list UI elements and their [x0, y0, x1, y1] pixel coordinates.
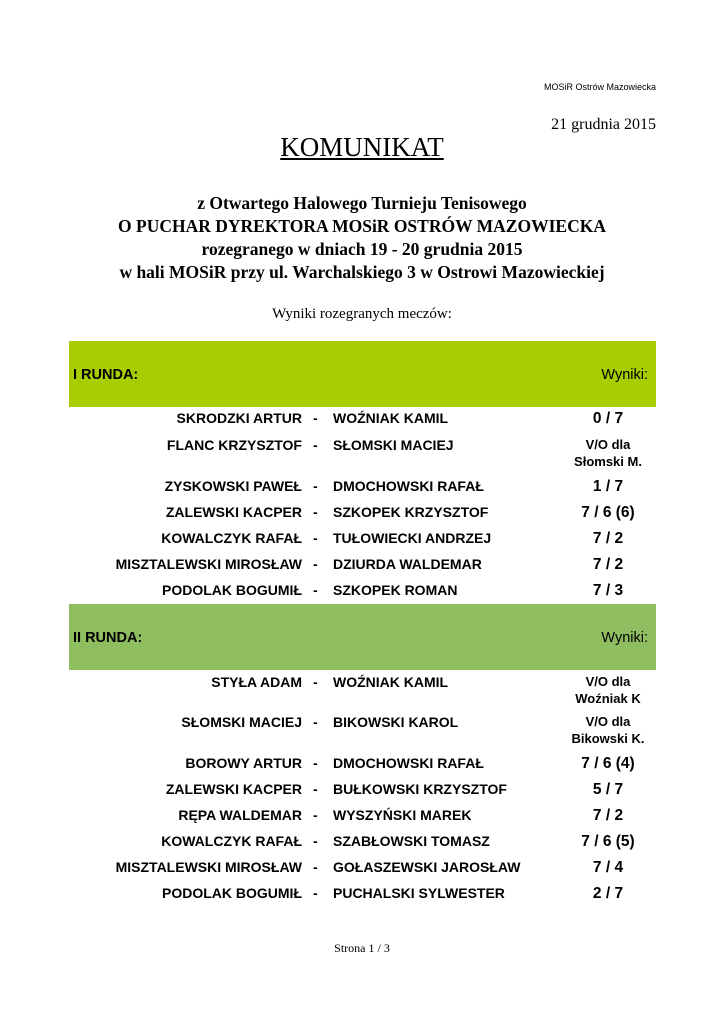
player-2: PUCHALSKI SYLWESTER	[333, 885, 505, 901]
score-line: V/O dla	[585, 674, 631, 689]
player-2: DMOCHOWSKI RAFAŁ	[333, 755, 484, 771]
player-1: MISZTALEWSKI MIROSŁAW	[115, 556, 302, 572]
separator: -	[313, 833, 318, 849]
score-line: V/O dla	[585, 437, 631, 452]
player-2: WYSZYŃSKI MAREK	[333, 807, 472, 823]
player-2: WOŹNIAK KAMIL	[333, 674, 449, 690]
round-1-header	[69, 341, 656, 407]
player-2: SZABŁOWSKI TOMASZ	[333, 833, 490, 849]
match-score	[548, 436, 668, 470]
player-1: RĘPA WALDEMAR	[178, 807, 302, 823]
subtitle-line: z Otwartego Halowego Turnieju Tenisowego	[197, 193, 527, 213]
separator: -	[313, 556, 318, 572]
player-2: GOŁASZEWSKI JAROSŁAW	[333, 859, 521, 875]
match-score: 7 / 3	[592, 582, 624, 599]
match-score: 7 / 2	[592, 556, 624, 573]
score-line: Woźniak K	[575, 691, 641, 706]
player-2: SZKOPEK KRZYSZTOF	[333, 504, 489, 520]
player-1: MISZTALEWSKI MIROSŁAW	[115, 859, 302, 875]
match-score: 2 / 7	[592, 885, 624, 902]
separator: -	[313, 410, 318, 426]
separator: -	[313, 885, 318, 901]
round-2-header	[69, 604, 656, 670]
separator: -	[313, 478, 318, 494]
player-1: KOWALCZYK RAFAŁ	[161, 530, 302, 546]
player-1: SKRODZKI ARTUR	[176, 410, 302, 426]
document-date: 21 grudnia 2015	[551, 116, 656, 133]
player-2: TUŁOWIECKI ANDRZEJ	[333, 530, 492, 546]
score-line: V/O dla	[585, 714, 631, 729]
match-score: 7 / 2	[592, 530, 624, 547]
match-score: 7 / 4	[592, 859, 624, 876]
subtitle-line: O PUCHAR DYREKTORA MOSiR OSTRÓW MAZOWIECKA	[118, 216, 606, 236]
separator: -	[313, 755, 318, 771]
round-label: II RUNDA:	[73, 630, 143, 646]
player-2: BUŁKOWSKI KRZYSZTOF	[333, 781, 507, 797]
player-1: KOWALCZYK RAFAŁ	[161, 833, 302, 849]
player-2: SŁOMSKI MACIEJ	[333, 437, 454, 453]
document-title: KOMUNIKAT	[280, 132, 444, 162]
player-2: DMOCHOWSKI RAFAŁ	[333, 478, 484, 494]
match-score: 1 / 7	[592, 478, 624, 495]
subtitle-line: rozegranego w dniach 19 - 20 grudnia 2015	[201, 239, 523, 259]
match-score: 7 / 6 (5)	[581, 833, 635, 850]
player-1: SŁOMSKI MACIEJ	[181, 714, 302, 730]
page-number: Strona 1 / 3	[334, 941, 390, 955]
player-2: BIKOWSKI KAROL	[333, 714, 459, 730]
match-score: 0 / 7	[592, 410, 624, 427]
player-1: ZYSKOWSKI PAWEŁ	[164, 478, 302, 494]
organization-name: MOSiR Ostrów Mazowiecka	[543, 82, 656, 92]
separator: -	[313, 781, 318, 797]
player-1: STYŁA ADAM	[211, 674, 302, 690]
player-1: ZALEWSKI KACPER	[165, 781, 302, 797]
results-intro: Wyniki rozegranych meczów:	[272, 306, 452, 322]
separator: -	[313, 437, 318, 453]
results-header: Wyniki:	[601, 630, 648, 646]
score-line: Bikowski K.	[571, 731, 645, 746]
player-2: WOŹNIAK KAMIL	[333, 410, 449, 426]
player-1: BOROWY ARTUR	[185, 755, 302, 771]
results-header: Wyniki:	[601, 367, 648, 383]
match-score: 5 / 7	[592, 781, 624, 798]
player-2: SZKOPEK ROMAN	[333, 582, 458, 598]
match-score: 7 / 6 (4)	[581, 755, 635, 772]
separator: -	[313, 530, 318, 546]
player-1: PODOLAK BOGUMIŁ	[162, 885, 302, 901]
separator: -	[313, 582, 318, 598]
score-line: Słomski M.	[574, 454, 642, 469]
player-1: ZALEWSKI KACPER	[165, 504, 302, 520]
subtitle-block	[0, 192, 724, 284]
match-score	[548, 673, 668, 707]
match-score: 7 / 6 (6)	[581, 504, 635, 521]
player-2: DZIURDA WALDEMAR	[333, 556, 482, 572]
match-score	[548, 713, 668, 747]
round-label: I RUNDA:	[73, 367, 139, 383]
separator: -	[313, 504, 318, 520]
separator: -	[313, 674, 318, 690]
subtitle-line: w hali MOSiR przy ul. Warchalskiego 3 w Ostrowi Mazowieckiej	[119, 262, 605, 282]
match-score: 7 / 2	[592, 807, 624, 824]
player-1: FLANC KRZYSZTOF	[166, 437, 302, 453]
separator: -	[313, 807, 318, 823]
player-1: PODOLAK BOGUMIŁ	[162, 582, 302, 598]
separator: -	[313, 859, 318, 875]
separator: -	[313, 714, 318, 730]
